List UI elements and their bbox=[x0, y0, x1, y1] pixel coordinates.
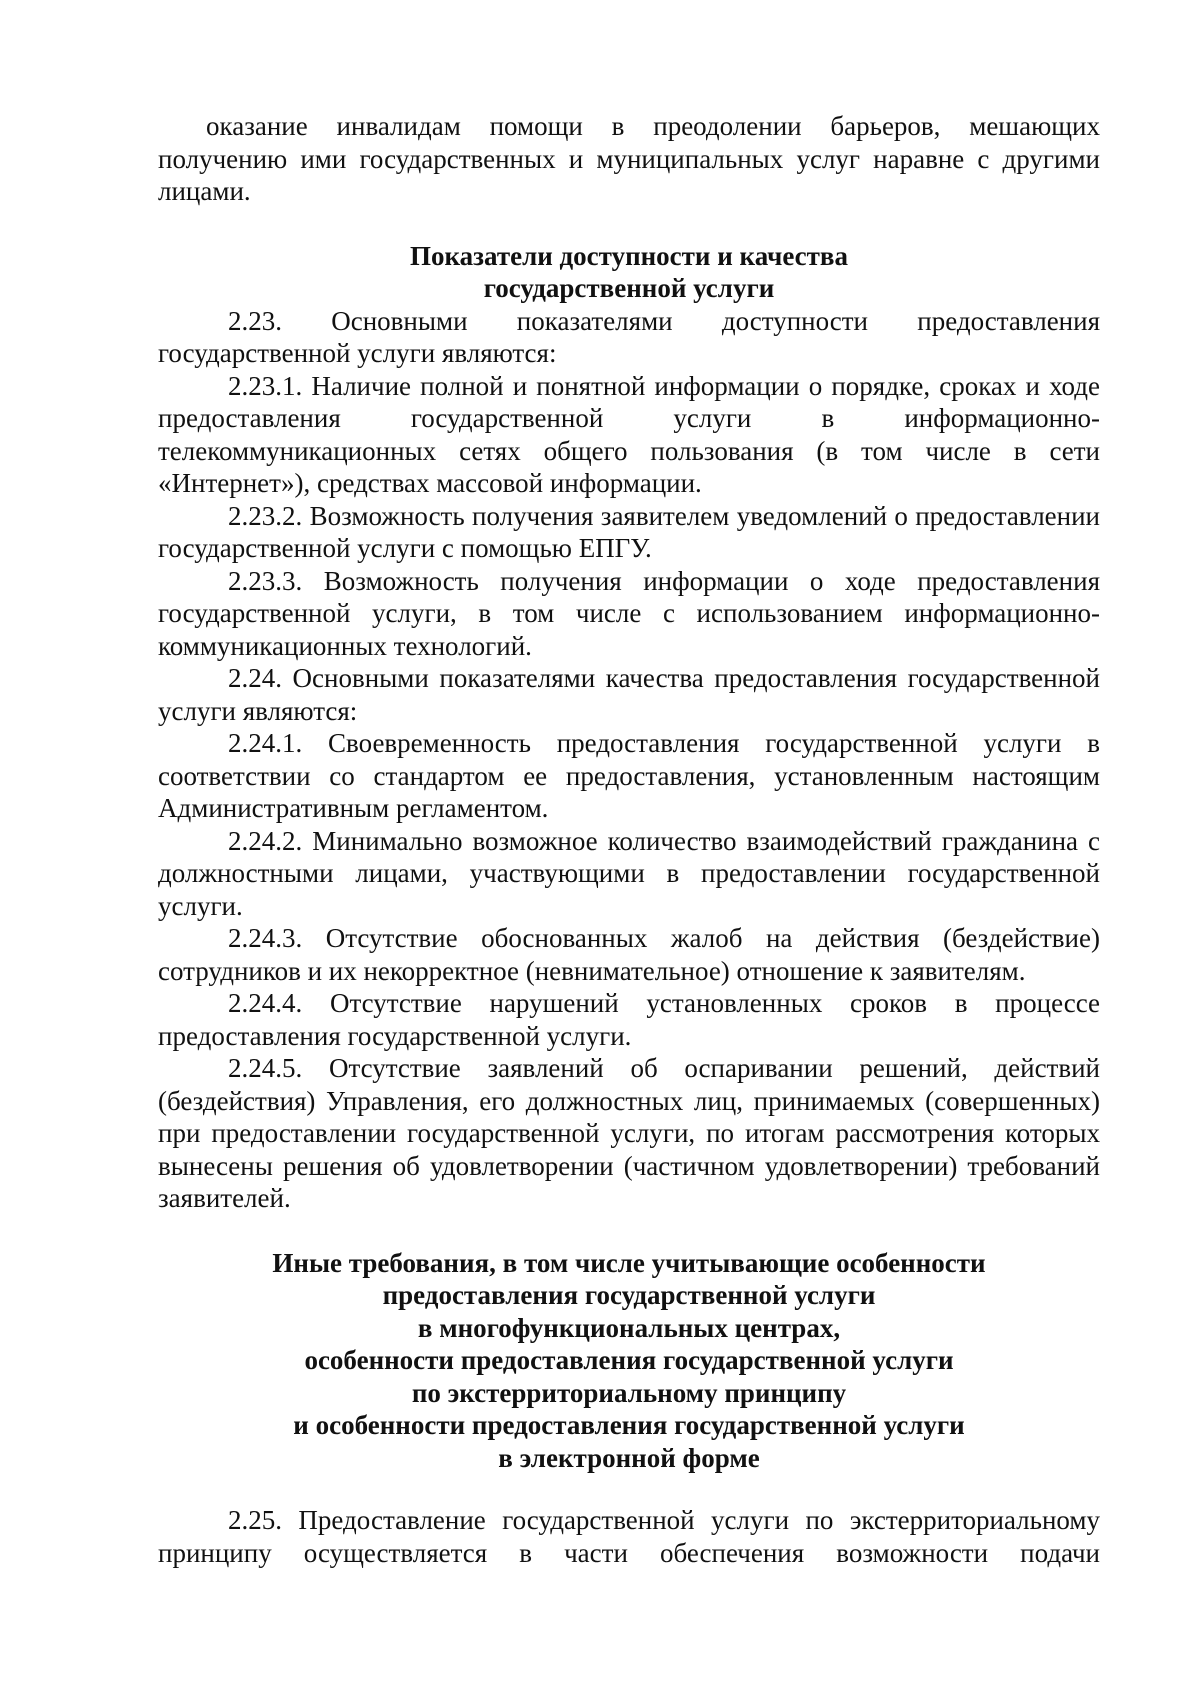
intro-paragraph: оказание инвалидам помощи в преодолении барьеров, мешающих получению ими государственных и муниципальных услуг наравне с другими лицами. bbox=[158, 111, 1100, 206]
paragraph-2-23-1: 2.23.1. Наличие полной и понятной информации о порядке, сроках и ходе предоставления государственной услуги в информационно-телекоммуникационных сетях общего пользования (в том числе в сети «Интернет»), средствах массовой информации. bbox=[158, 370, 1100, 498]
paragraph-2-25: 2.25. Предоставление государственной услуги по экстерриториальному принципу осуществляется в части обеспечения возможности подачи bbox=[158, 1505, 1100, 1568]
heading-line: в электронной форме bbox=[498, 1442, 760, 1473]
heading-line: в многофункциональных центрах, bbox=[417, 1312, 841, 1343]
document-body bbox=[158, 110, 1100, 1569]
section-heading-other-requirements bbox=[158, 1247, 1100, 1475]
paragraph-2-23-3: 2.23.3. Возможность получения информации о ходе предоставления государственной услуги, в том числе с использованием информационно-коммуникационных технологий. bbox=[158, 565, 1100, 661]
paragraph-2-24-1: 2.24.1. Своевременность предоставления государственной услуги в соответствии со стандартом ее предоставления, установленным настоящим Административным регламентом. bbox=[158, 728, 1100, 823]
heading-line: Показатели доступности и качества bbox=[410, 240, 848, 271]
paragraph-2-24-5: 2.24.5. Отсутствие заявлений об оспаривании решений, действий (бездействия) Управления, его должностных лиц, принимаемых (совершенных) при предоставлении государственной услуги, по итогам рассмотрения которых вынесены решения об удовлетворении (частичном удовлетворении) требований заявителей. bbox=[158, 1053, 1100, 1213]
heading-line: по экстерриториальному принципу bbox=[411, 1377, 847, 1408]
paragraph-2-23: 2.23. Основными показателями доступности предоставления государственной услуги являются: bbox=[158, 305, 1100, 368]
paragraph-2-24-3: 2.24.3. Отсутствие обоснованных жалоб на действия (бездействие) сотрудников и их некорректное (невнимательное) отношение к заявителям. bbox=[158, 923, 1100, 986]
heading-line: и особенности предоставления государственной услуги bbox=[293, 1410, 965, 1440]
paragraph-2-23-2: 2.23.2. Возможность получения заявителем уведомлений о предоставлении государственной услуги с помощью ЕПГУ. bbox=[158, 500, 1100, 563]
section-heading-quality-indicators bbox=[158, 240, 1100, 305]
heading-line: государственной услуги bbox=[483, 273, 775, 303]
paragraph-2-24-2: 2.24.2. Минимально возможное количество взаимодействий гражданина с должностными лицами, участвующими в предоставлении государственной услуги. bbox=[158, 825, 1100, 921]
heading-line: Иные требования, в том числе учитывающие особенности bbox=[272, 1247, 986, 1278]
heading-line: особенности предоставления государственной услуги bbox=[304, 1345, 954, 1375]
heading-line: предоставления государственной услуги bbox=[382, 1280, 876, 1310]
paragraph-2-24: 2.24. Основными показателями качества предоставления государственной услуги являются: bbox=[158, 663, 1100, 726]
paragraph-2-24-4: 2.24.4. Отсутствие нарушений установленных сроков в процессе предоставления государственной услуги. bbox=[158, 988, 1100, 1051]
